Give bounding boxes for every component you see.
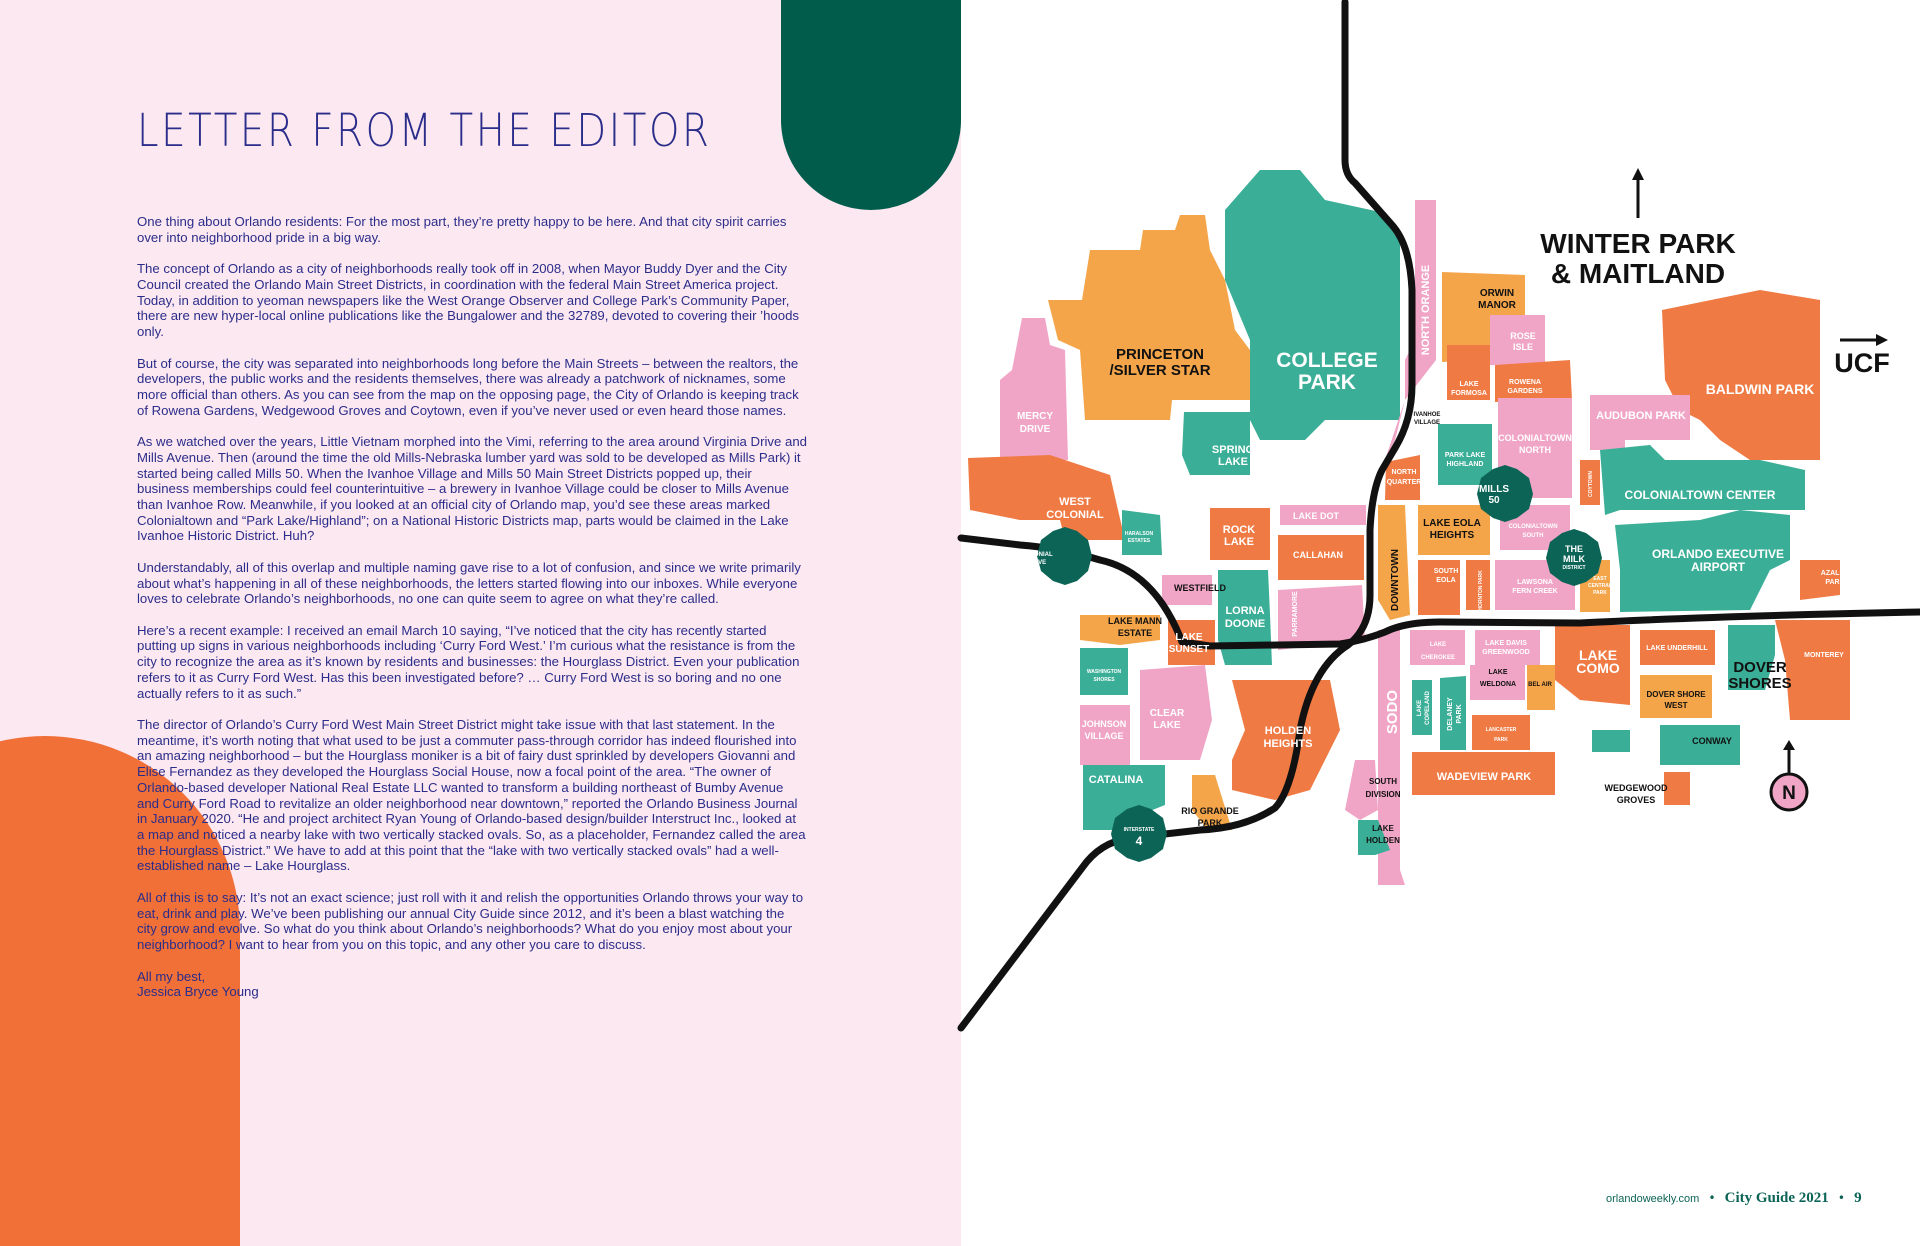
arrow-up-icon	[1632, 168, 1644, 218]
wedgewood-groves-label: GROVES	[1616, 795, 1656, 805]
page-number: 9	[1854, 1190, 1862, 1206]
bel-air-label: BEL AIR	[1528, 682, 1552, 688]
lake-eola-heights-label: LAKE EOLA	[1423, 518, 1481, 529]
east-central-park-label: CENTRAL	[1588, 583, 1612, 589]
ivanhoe-village-label: VILLAGE	[1413, 420, 1441, 426]
paragraph: All of this is to say: It’s not an exact science; just roll with it and relish the opportunities Orlando throws your way to eat, drink and play. We’ve been publishing our annual City Guide since 2012, and it’s been a blast watching the city grow and evolve. So what do you think about Orlando’s neighborhoods? What do you enjoy most about your neighborhood? I want to hear from you on this topic, and any other you care to discuss.	[137, 889, 804, 952]
interstate-4-label: INTERSTATE	[1123, 827, 1155, 833]
azalea-park-label: PARK	[1825, 579, 1845, 586]
region-college-park	[1225, 170, 1400, 440]
wedgewood-groves-label: WEDGEWOOD	[1604, 783, 1668, 793]
the-milk-label: DISTRICT	[1562, 565, 1586, 571]
rose-isle-label: ISLE	[1512, 342, 1534, 352]
orwin-manor-label: MANOR	[1478, 300, 1516, 311]
haralson-estates-label: HARALSON	[1124, 531, 1154, 537]
park-lake-highland-label: PARK LAKE	[1444, 452, 1486, 459]
the-milk-label: THE	[1565, 544, 1583, 554]
rio-grande-park-label: PARK	[1197, 818, 1223, 828]
lake-weldona-label: LAKE	[1488, 669, 1508, 676]
johnson-village-label: JOHNSON	[1081, 719, 1127, 729]
lake-holden-label: HOLDEN	[1366, 836, 1400, 845]
azalea-park-label: AZALEA	[1820, 570, 1850, 577]
lake-davis-greenwood-label: LAKE DAVIS	[1485, 640, 1527, 647]
mercy-drive-label: MERCY	[1016, 411, 1054, 422]
lake-como-label: COMO	[1576, 660, 1620, 676]
catalina-label: CATALINA	[1088, 774, 1144, 786]
lake-eola-heights-label: HEIGHTS	[1429, 530, 1475, 541]
region-wedgewood-west	[1664, 772, 1690, 805]
princeton-label: /SILVER STAR	[1109, 362, 1211, 379]
orwin-manor-label: ORWIN	[1479, 288, 1515, 299]
east-central-park-label: PARK	[1593, 590, 1607, 596]
lake-copeland-label: LAKE	[1417, 699, 1423, 717]
orlando-executive-airport-label: ORLANDO EXECUTIVE	[1651, 547, 1785, 561]
mills-50-label: 50	[1488, 495, 1500, 506]
lake-formosa-label: LAKE	[1459, 381, 1479, 388]
ucf-label: UCF	[1834, 348, 1890, 378]
spring-lake-label: SPRING	[1211, 444, 1255, 456]
paragraph: Understandably, all of this overlap and multiple naming gave rise to a lot of confusion, and since we write primarily about what’s happening in all of these neighborhoods, the letters started flowing into our inboxes. While everyone loves to celebrate Orlando’s neighborhoods, no one can quite seem to agree on what they’re called.	[137, 559, 801, 607]
paragraph: Here’s a recent example: I received an email March 10 saying, “I’ve noticed that the city has recently started putting up signs in various neighborhoods including ‘Curry Ford West.’ I’m curious what the resistance is from the city to recognize the area as it’s known by residents and businesses: the Hourglass District. Even your publication refers to it as Curry Ford West. Has this been investigated before? … Curry Ford West is so boring and no one actually refers to it as such.”	[137, 622, 800, 701]
page-title: LETTER FROM THE EDITOR	[137, 104, 712, 157]
lake-cherokee-label: CHEROKEE	[1420, 655, 1456, 661]
rock-lake-label: ROCK	[1222, 524, 1256, 536]
conway-label: CONWAY	[1692, 736, 1732, 746]
lawsona-fern-creek-label: FERN CREEK	[1512, 588, 1558, 595]
paragraph: As we watched over the years, Little Vietnam morphed into the Vimi, referring to the area around Virginia Drive and Mills Avenue. Then (around the time the old Mills-Nebraska lumber yard was sold to be developed as Mills Park) it started being called Mills 50. When the Ivanhoe Village and Mills 50 Main Street Districts popped up, their business memberships could feel counterintuitive – a brewery in Ivanhoe Village could be closer to Mills Avenue than Ivanhoe Row. Meanwhile, if you looked at an official city of Orlando map, you’d see these areas marked Colonialtown and “Park Lake/Highland”; on a National Historic Districts map, parts would be claimed in the Lake Ivanhoe Historic District. Huh?	[137, 434, 807, 544]
paragraph: One thing about Orlando residents: For the most part, they’re pretty happy to be here. And that city spirit carries over into neighborhood pride in a big way.	[137, 214, 787, 245]
clear-lake-label: CLEAR	[1149, 708, 1185, 719]
westfield-label: WESTFIELD	[1174, 583, 1226, 593]
rio-grande-park-label: RIO GRANDE	[1181, 806, 1239, 816]
winter-park-label: & MAITLAND	[1550, 258, 1726, 289]
lake-sunset-label: SUNSET	[1168, 644, 1210, 655]
dover-shores-label: SHORES	[1728, 675, 1792, 692]
south-eola-label: EOLA	[1436, 577, 1456, 584]
compass-north-icon	[1771, 740, 1807, 810]
haralson-estates-label: ESTATES	[1127, 538, 1151, 544]
region-princeton-silver-star	[1048, 215, 1250, 420]
mills-50-label: MILLS	[1479, 484, 1509, 495]
orlando-executive-airport-label: AIRPORT	[1691, 560, 1745, 574]
lake-sunset-label: LAKE	[1175, 632, 1203, 643]
lake-underhill-label: LAKE UNDERHILL	[1646, 645, 1708, 652]
east-central-park-label: EAST	[1593, 576, 1607, 582]
lake-davis-greenwood-label: GREENWOOD	[1482, 649, 1530, 656]
washington-shores-label: SHORES	[1093, 677, 1115, 683]
lancaster-park-label: LANCASTER	[1485, 727, 1517, 733]
colonialtown-south-label: SOUTH	[1522, 533, 1544, 539]
signature: Jessica Bryce Young	[137, 984, 259, 1000]
coytown-label: COYTOWN	[1588, 470, 1594, 498]
the-milk-label: MILK	[1563, 554, 1585, 564]
lake-como-label: LAKE	[1578, 647, 1618, 663]
johnson-village-label: VILLAGE	[1084, 731, 1124, 741]
colonialtown-north-label: NORTH	[1519, 445, 1551, 455]
callahan-label: CALLAHAN	[1293, 550, 1343, 560]
lake-cherokee-label: LAKE	[1429, 642, 1447, 648]
dover-shore-west-label: DOVER SHORE	[1646, 690, 1706, 699]
washington-shores-label: WASHINGTON	[1086, 669, 1122, 675]
spring-lake-label: LAKE	[1218, 456, 1248, 468]
region-mercy-drive	[1000, 318, 1068, 460]
region-lake-davis-greenwood	[1475, 630, 1540, 665]
region-audubon-park	[1590, 395, 1690, 450]
north-quarter-label: QUARTER	[1386, 479, 1422, 486]
wadeview-park-label: WADEVIEW PARK	[1436, 771, 1532, 783]
mercy-drive-label: DRIVE	[1019, 424, 1051, 435]
colonialtown-north-label: COLONIALTOWN	[1498, 433, 1572, 443]
baldwin-park-label: BALDWIN PARK	[1705, 381, 1815, 397]
lake-mann-estate-label: ESTATE	[1117, 628, 1153, 638]
princeton-label: PRINCETON	[1115, 346, 1205, 363]
paragraph: The director of Orlando’s Curry Ford West Main Street District might take issue with that last statement. In the meantime, it’s worth noting that what used to be just a commuter pass-through corridor has indeed flourished into an amazing neighborhood – but the Hourglass moniker is a bit of fairy dust sprinkled by developers Giovanni and Elise Fernandez as they developed the Hourglass Social House, now a focal point of the area. “The owner of Orlando-based developer National Real Estate LLC wanted to transform a building northeast of Bumby Avenue and Curry Ford Road to revitalize an older neighborhood near downtown,” reported the Orlando Business Journal in January 2020. “He and project architect Ryan Young of Orlando-based design/builder Interstruct Inc., looked at a map and noticed a nearby lake with two vertically stacked ovals. So, as a placeholder, Fernandez called the area the Hourglass District.” We have to add at this point that the “lake with two vertically stacked ovals” had a well-established name – Lake Hourglass.	[137, 717, 806, 874]
south-division-label: SOUTH	[1369, 777, 1397, 786]
parramore-label: PARRAMORE	[1292, 591, 1299, 637]
footer-bullet: •	[1837, 1191, 1845, 1205]
lake-dot-label: LAKE DOT	[1293, 511, 1339, 521]
paragraph: The concept of Orlando as a city of neighborhoods really took off in 2008, when Mayor Buddy Dyer and the City Council created the Orlando Main Street Districts, in coordination with the federal Main Street America project. Today, in addition to yeoman newspapers like the West Orange Observer and College Park’s Community Paper, there are new hyper-local online publications like the Bungalower and the 32789, devoted to covering their ’hoods only.	[137, 261, 800, 340]
region-wedgewood-east	[1592, 730, 1630, 752]
college-park-label: COLLEGE	[1276, 349, 1378, 372]
lake-formosa-label: FORMOSA	[1451, 390, 1487, 397]
south-division-label: DIVISION	[1365, 790, 1401, 799]
rowena-gardens-label: GARDENS	[1507, 388, 1543, 395]
winter-park-label: WINTER PARK	[1540, 228, 1736, 259]
delaney-park-label: DELANEY	[1447, 697, 1454, 731]
west-colonial-label: COLONIAL	[1046, 509, 1104, 521]
monterey-label: MONTEREY	[1804, 652, 1844, 659]
region-west-colonial	[968, 455, 1125, 540]
north-orange-label: NORTH ORANGE	[1420, 264, 1432, 356]
rose-isle-label: ROSE	[1510, 331, 1536, 341]
west-colonial-label: WEST	[1059, 496, 1091, 508]
rowena-gardens-label: ROWENA	[1509, 379, 1541, 386]
ivanhoe-village-label: IVANHOE	[1413, 412, 1441, 418]
south-eola-label: SOUTH	[1433, 568, 1459, 575]
audubon-park-label: AUDUBON PARK	[1596, 410, 1686, 422]
signoff: All my best,	[137, 968, 206, 984]
delaney-park-label: PARK	[1456, 704, 1463, 724]
clear-lake-label: LAKE	[1153, 720, 1181, 731]
footer-site: orlandoweekly.com	[1606, 1193, 1700, 1205]
college-park-label: PARK	[1298, 371, 1356, 394]
colonial-drive-label: COLONIAL	[1021, 552, 1053, 558]
lake-mann-estate-label: LAKE MANN	[1108, 616, 1162, 626]
rock-lake-label: LAKE	[1224, 536, 1254, 548]
thornton-park-label: THORNTON PARK	[1478, 570, 1484, 614]
footer-bullet: •	[1708, 1191, 1716, 1205]
colonial-drive-label: DRIVE	[1027, 560, 1047, 566]
lake-weldona-label: WELDONA	[1479, 681, 1517, 688]
interstate-4-label: 4	[1135, 834, 1143, 848]
lancaster-park-label: PARK	[1494, 737, 1508, 743]
sodo-label: SODO	[1384, 689, 1401, 735]
colonialtown-south-label: COLONIALTOWN	[1508, 524, 1558, 530]
page-footer	[1606, 1187, 1862, 1207]
lawsona-fern-creek-label: LAWSONA	[1517, 579, 1553, 586]
downtown-label: DOWNTOWN	[1390, 548, 1401, 612]
paragraph: But of course, the city was separated into neighborhoods long before the Main Streets – between the realtors, the developers, the public works and the residents themselves, there was already a patchwork of nicknames, some more official than others. As you can see from the map on the opposing page, the City of Orlando is keeping track of Rowena Gardens, Wedgewood Groves and Coytown, even if you’ve never used or even heard those names.	[137, 355, 799, 418]
north-quarter-label: NORTH	[1391, 469, 1417, 476]
holden-heights-label: HEIGHTS	[1263, 738, 1313, 750]
lorna-doone-label: LORNA	[1225, 605, 1265, 617]
arrow-right-icon	[1840, 334, 1888, 346]
lake-holden-label: LAKE	[1372, 824, 1394, 833]
dover-shores-label: DOVER	[1733, 659, 1787, 676]
park-lake-highland-label: HIGHLAND	[1446, 461, 1484, 468]
lorna-doone-label: DOONE	[1224, 618, 1266, 630]
footer-guide: City Guide 2021	[1724, 1190, 1829, 1206]
colonialtown-center-label: COLONIALTOWN CENTER	[1624, 488, 1776, 502]
dover-shore-west-label: WEST	[1664, 701, 1688, 710]
holden-heights-label: HOLDEN	[1264, 725, 1312, 737]
lake-copeland-label: COPELAND	[1425, 691, 1431, 725]
compass-north-label: N	[1782, 783, 1796, 804]
